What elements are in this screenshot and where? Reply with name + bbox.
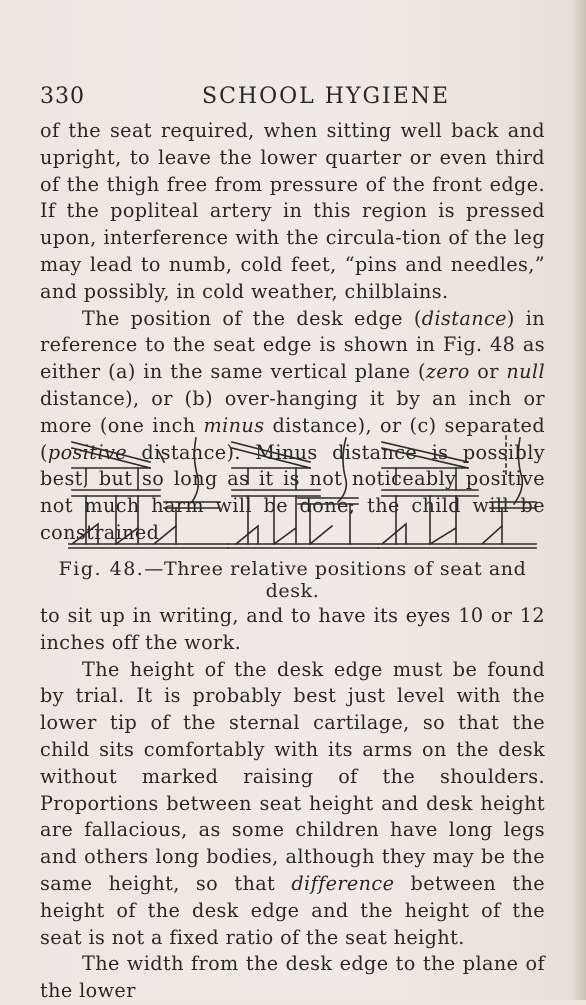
page-number: 330	[40, 84, 85, 109]
italic-run: distance	[421, 306, 507, 330]
italic-run: minus	[203, 413, 265, 437]
page-edge-shadow	[572, 0, 586, 1000]
running-title: SCHOOL HYGIENE	[202, 84, 451, 109]
paragraph: of the seat required, when sitting well back and upright, to leave the lower quarter or even third of the thigh free from pressure of the front edge. If the popliteal artery in this region is pressed upon, interference with the circula-tion of the leg may lead to numb, cold feet, “pins and needles,” and possibly, in cold weather, chilblains.	[40, 119, 545, 303]
italic-run: positive	[47, 440, 127, 464]
text-run: distance), or (c) separated (	[40, 413, 545, 464]
text-block-bottom	[40, 603, 545, 1005]
paragraph: to sit up in writing, and to have its eyes 10 or 12 inches off the work.	[40, 604, 545, 654]
text-run: ) in reference to the seat edge is shown in Fig. 48 as either (a) in the same vertical plane (	[40, 306, 545, 384]
figure-caption-text: —Three relative positions of seat and desk.	[144, 558, 527, 602]
text-run: distance). Minus distance is possibly best, but so long as it is not noticeably positive not much harm will be done; the child will be constrained	[40, 440, 545, 544]
paragraph: The width from the desk edge to the plane of the lower	[40, 952, 545, 1003]
text-run: The height of the desk edge must be found by trial. It is probably best just level with the lower tip of the sternal cartilage, so that the child sits comfortably with its arms on the desk without marked raising of the shoulders. Proportions between seat height and desk height are fallacious, as some children have long legs and others long bodies, although they may be the same height, so that	[40, 657, 545, 895]
italic-run: null	[506, 360, 545, 384]
desk-seat-diagram-zero	[68, 438, 228, 548]
figure-label: Fig. 48.	[58, 558, 145, 580]
text-run: between the height of the desk edge and the height of the seat is not a fixed ratio of the seat height.	[40, 871, 545, 949]
text-run: The position of the desk edge (	[82, 306, 422, 330]
page-header	[40, 84, 546, 112]
italic-run: difference	[291, 871, 395, 895]
text-run: distance), or (b) over-hanging it by an inch or more (one inch	[40, 386, 545, 437]
seat-desk-figure	[68, 432, 538, 554]
paragraph	[40, 657, 545, 952]
text-run: or	[469, 360, 507, 384]
desk-seat-diagram-minus	[228, 438, 378, 548]
italic-run: zero	[425, 360, 470, 384]
figure-caption	[40, 558, 545, 602]
desk-seat-diagram-positive	[378, 436, 536, 548]
